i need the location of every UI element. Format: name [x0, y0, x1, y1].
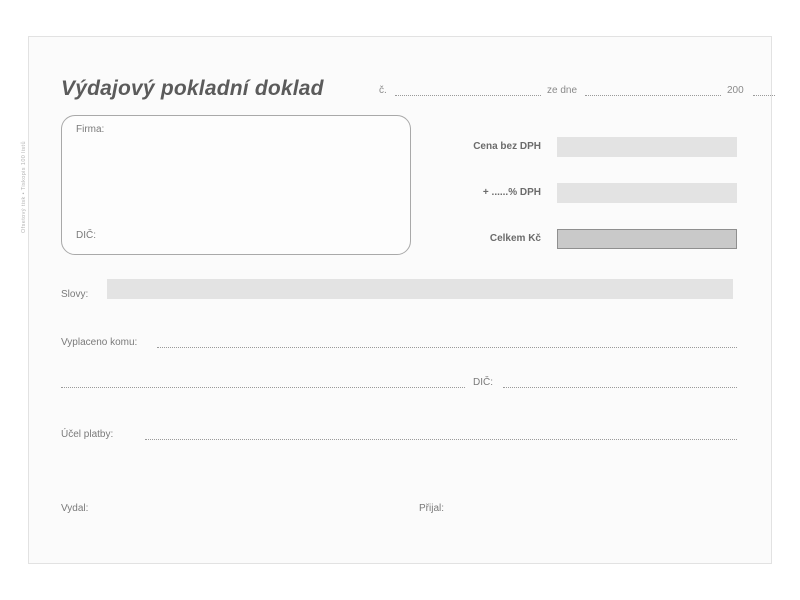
- vertical-print-note: Ofsetový tisk • Tiskopis 100 listů: [21, 141, 27, 233]
- ucel-platby-input-line[interactable]: [145, 439, 737, 440]
- address-input-line[interactable]: [61, 387, 465, 388]
- date-label: ze dne: [547, 85, 578, 96]
- amount-label-vat: + ......% DPH: [482, 187, 541, 198]
- vydal-label: Vydal:: [61, 503, 89, 514]
- year-input-line[interactable]: [753, 95, 775, 96]
- year-prefix: 200: [727, 85, 744, 96]
- prijal-label: Přijal:: [419, 503, 445, 514]
- vyplaceno-label: Vyplaceno komu:: [61, 337, 138, 348]
- amount-row-total: [429, 229, 737, 251]
- slovy-field[interactable]: [107, 279, 733, 299]
- amount-field-total[interactable]: [557, 229, 737, 249]
- number-input-line[interactable]: [395, 95, 541, 96]
- form-sheet: [21, 36, 772, 564]
- page-title: Výdajový pokladní doklad: [61, 77, 324, 100]
- amount-field-vat[interactable]: [557, 183, 737, 203]
- ucel-platby-label: Účel platby:: [61, 429, 114, 440]
- company-dic-label: DIČ:: [76, 230, 96, 241]
- number-label: č.: [379, 85, 387, 96]
- recipient-dic-label: DIČ:: [473, 377, 493, 388]
- amount-field-net[interactable]: [557, 137, 737, 157]
- firma-label: Firma:: [76, 124, 105, 135]
- amount-row-net: [429, 137, 737, 159]
- cash-voucher-form: [21, 37, 771, 563]
- vyplaceno-input-line[interactable]: [157, 347, 737, 348]
- amount-label-total: Celkem Kč: [489, 233, 541, 244]
- amount-label-net: Cena bez DPH: [473, 141, 541, 152]
- slovy-label: Slovy:: [61, 289, 89, 300]
- amount-row-vat: [429, 183, 737, 205]
- recipient-dic-input-line[interactable]: [503, 387, 737, 388]
- title-row: [61, 77, 744, 103]
- company-box[interactable]: [61, 115, 411, 255]
- date-input-line[interactable]: [585, 95, 721, 96]
